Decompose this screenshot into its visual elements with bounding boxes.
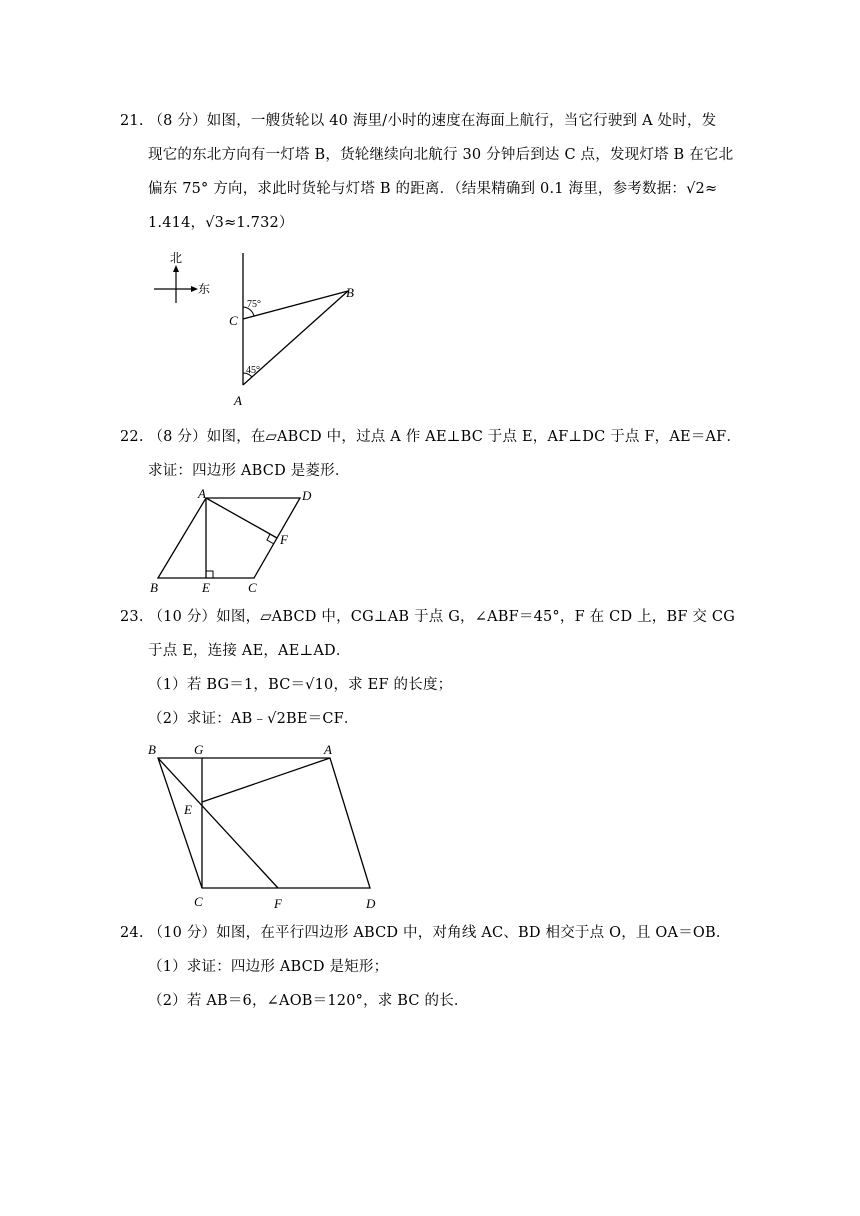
q21-line-3: 偏东 75° 方向，求此时货轮与灯塔 B 的距离．（结果精确到 0.1 海里，参考数据：√2≈ (148, 181, 718, 197)
q21-line-2: 现它的东北方向有一灯塔 B，货轮继续向北航行 30 分钟后到达 C 点，发现灯塔 B 在它北 (148, 147, 734, 163)
point-a-label: A (234, 393, 242, 408)
q24-line-1: 24. （10 分）如图，在平行四边形 ABCD 中，对角线 AC、BD 相交于点 O，且 OA＝OB． (120, 925, 731, 941)
point-f-label: F (274, 896, 282, 910)
parallelogram-abcd (158, 498, 300, 578)
compass-east-label: 东 (198, 282, 211, 296)
point-c-label: C (248, 580, 257, 595)
angle-75-label: 75° (247, 299, 261, 310)
east-arrow-icon (191, 286, 198, 292)
parallelogram-abcd (158, 758, 370, 888)
q24-part-2: （2）若 AB＝6，∠AOB＝120°，求 BC 的长． (148, 993, 469, 1009)
q23-part-1: （1）若 BG＝1，BC＝√10，求 EF 的长度； (148, 677, 453, 693)
point-e-label: E (202, 580, 210, 595)
q21-line-1: 21. （8 分）如图，一艘货轮以 40 海里/小时的速度在海面上航行，当它行驶到 A 处时，发 (120, 113, 717, 129)
point-d-label: D (366, 896, 376, 910)
point-f-label: F (280, 532, 288, 547)
point-c-label: C (229, 313, 238, 328)
point-b-label: B (148, 742, 156, 757)
q23-part-2: （2）求证：AB﹣√2BE＝CF． (148, 711, 359, 727)
q23-figure (144, 736, 388, 910)
point-d-label: D (302, 488, 312, 503)
point-e-label: E (184, 802, 192, 817)
point-b-label: B (150, 580, 158, 595)
point-a-label: A (324, 742, 332, 757)
segment-ae (202, 758, 330, 802)
q23-line-1: 23. （10 分）如图，▱ABCD 中，CG⊥AB 于点 G，∠ABF＝45°，F 在 CD 上，BF 交 CG (120, 609, 736, 625)
point-c-label: C (194, 894, 203, 909)
point-g-label: G (194, 742, 204, 757)
right-angle-mark-e (206, 571, 213, 578)
compass-north-label: 北 (170, 251, 183, 265)
q24-part-1: （1）求证：四边形 ABCD 是矩形； (148, 959, 389, 975)
q22-figure (146, 486, 318, 596)
point-b-label: B (346, 285, 354, 300)
q21-figure (148, 245, 360, 411)
q22-line-1: 22. （8 分）如图，在▱ABCD 中，过点 A 作 AE⊥BC 于点 E，AF⊥DC 于点 F，AE＝AF． (120, 429, 742, 445)
segment-af (206, 498, 277, 538)
q21-line-4: 1.414，√3≈1.732） (148, 215, 294, 231)
angle-45-label: 45° (246, 365, 260, 376)
north-arrow-icon (173, 265, 179, 272)
q23-line-2: 于点 E，连接 AE，AE⊥AD． (148, 643, 351, 659)
point-a-label: A (198, 486, 206, 501)
q22-line-2: 求证：四边形 ABCD 是菱形． (148, 463, 350, 479)
segment-bf (158, 758, 278, 888)
